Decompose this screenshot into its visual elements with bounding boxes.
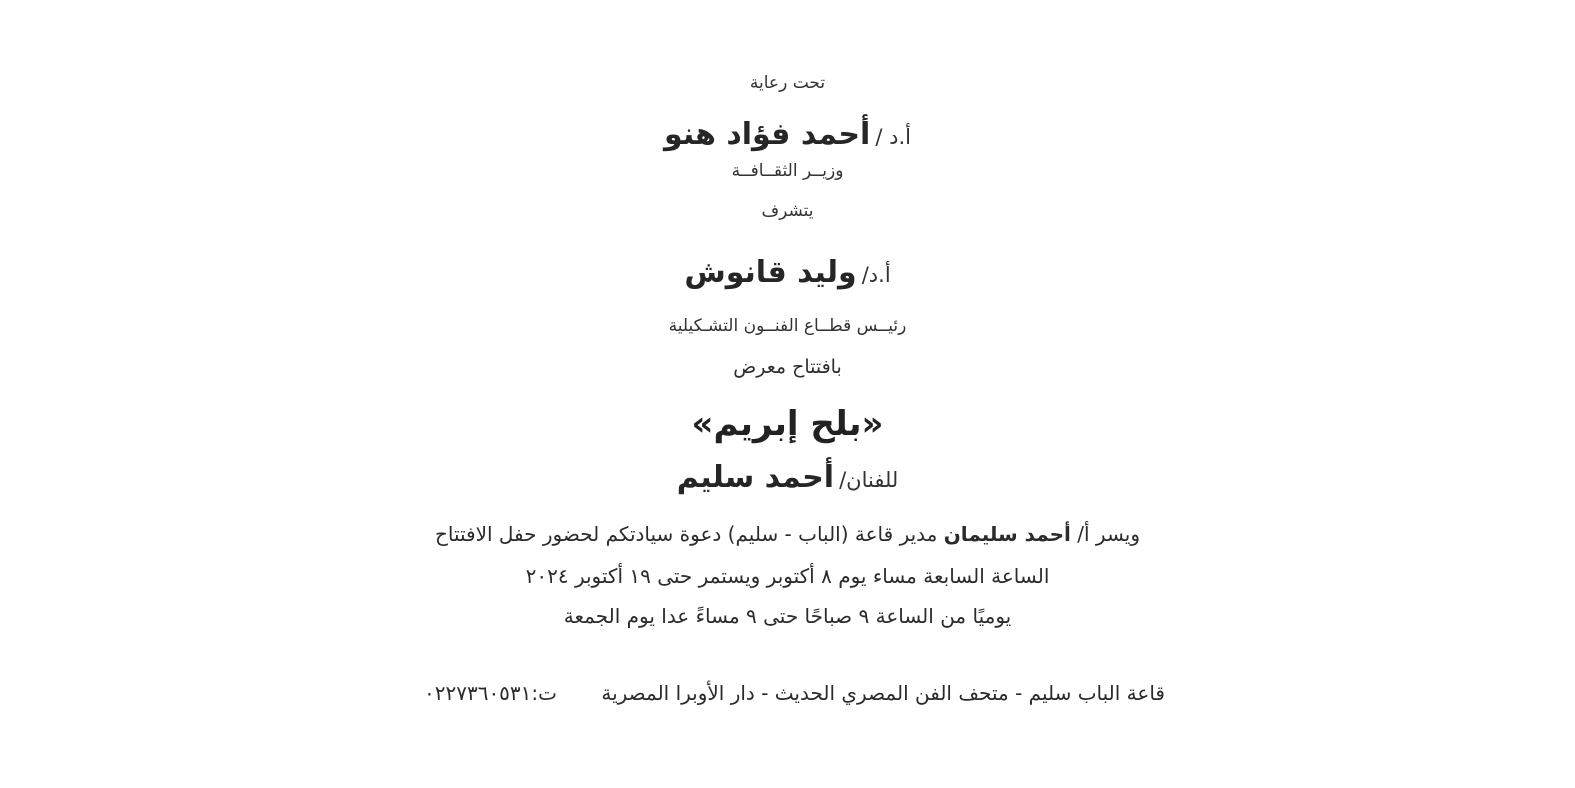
- sector-head-title: رئيــس قطــاع الفنــون التشـكيلية: [668, 316, 907, 336]
- sector-head-name: وليد قانوش: [684, 255, 857, 290]
- patronage-line: تحت رعاية: [749, 73, 826, 93]
- dates-line: الساعة السابعة مساء يوم ٨ أكتوبر ويستمر حتى ١٩ أكتوبر ٢٠٢٤: [525, 564, 1050, 588]
- invitation-text: [0, 522, 1575, 546]
- artist-line: [0, 460, 1575, 495]
- exhibition-title: «بلح إبريم»: [691, 404, 884, 444]
- footer: [400, 681, 1165, 705]
- gallery-director-name: أحمد سليمان: [943, 522, 1071, 546]
- artist-name: أحمد سليم: [676, 460, 834, 495]
- invite-lead: ويسر أ/: [1077, 522, 1141, 546]
- honored-line: يتشرف: [761, 201, 814, 221]
- hours-line: يوميًا من الساعة ٩ صباحًا حتى ٩ مساءً عدا يوم الجمعة: [563, 604, 1012, 628]
- minister-prefix: أ.د /: [875, 125, 911, 149]
- venue-address: قاعة الباب سليم - متحف الفن المصري الحديث - دار الأوبرا المصرية: [601, 681, 1165, 705]
- minister-title: وزيــر الثقــافــة: [731, 161, 844, 181]
- minister-name: أحمد فؤاد هنو: [664, 117, 871, 152]
- sector-head-line: [0, 255, 1575, 290]
- artist-prefix: للفنان/: [839, 468, 899, 492]
- minister-line: [0, 117, 1575, 152]
- phone-number: ت:٠٢٢٧٣٦٠٥٣١: [423, 681, 557, 705]
- sector-head-prefix: أ.د/: [861, 263, 891, 287]
- opening-line: بافتتاح معرض: [733, 356, 842, 378]
- invite-rest: مدير قاعة (الباب - سليم) دعوة سيادتكم لحضور حفل الافتتاح: [434, 522, 938, 546]
